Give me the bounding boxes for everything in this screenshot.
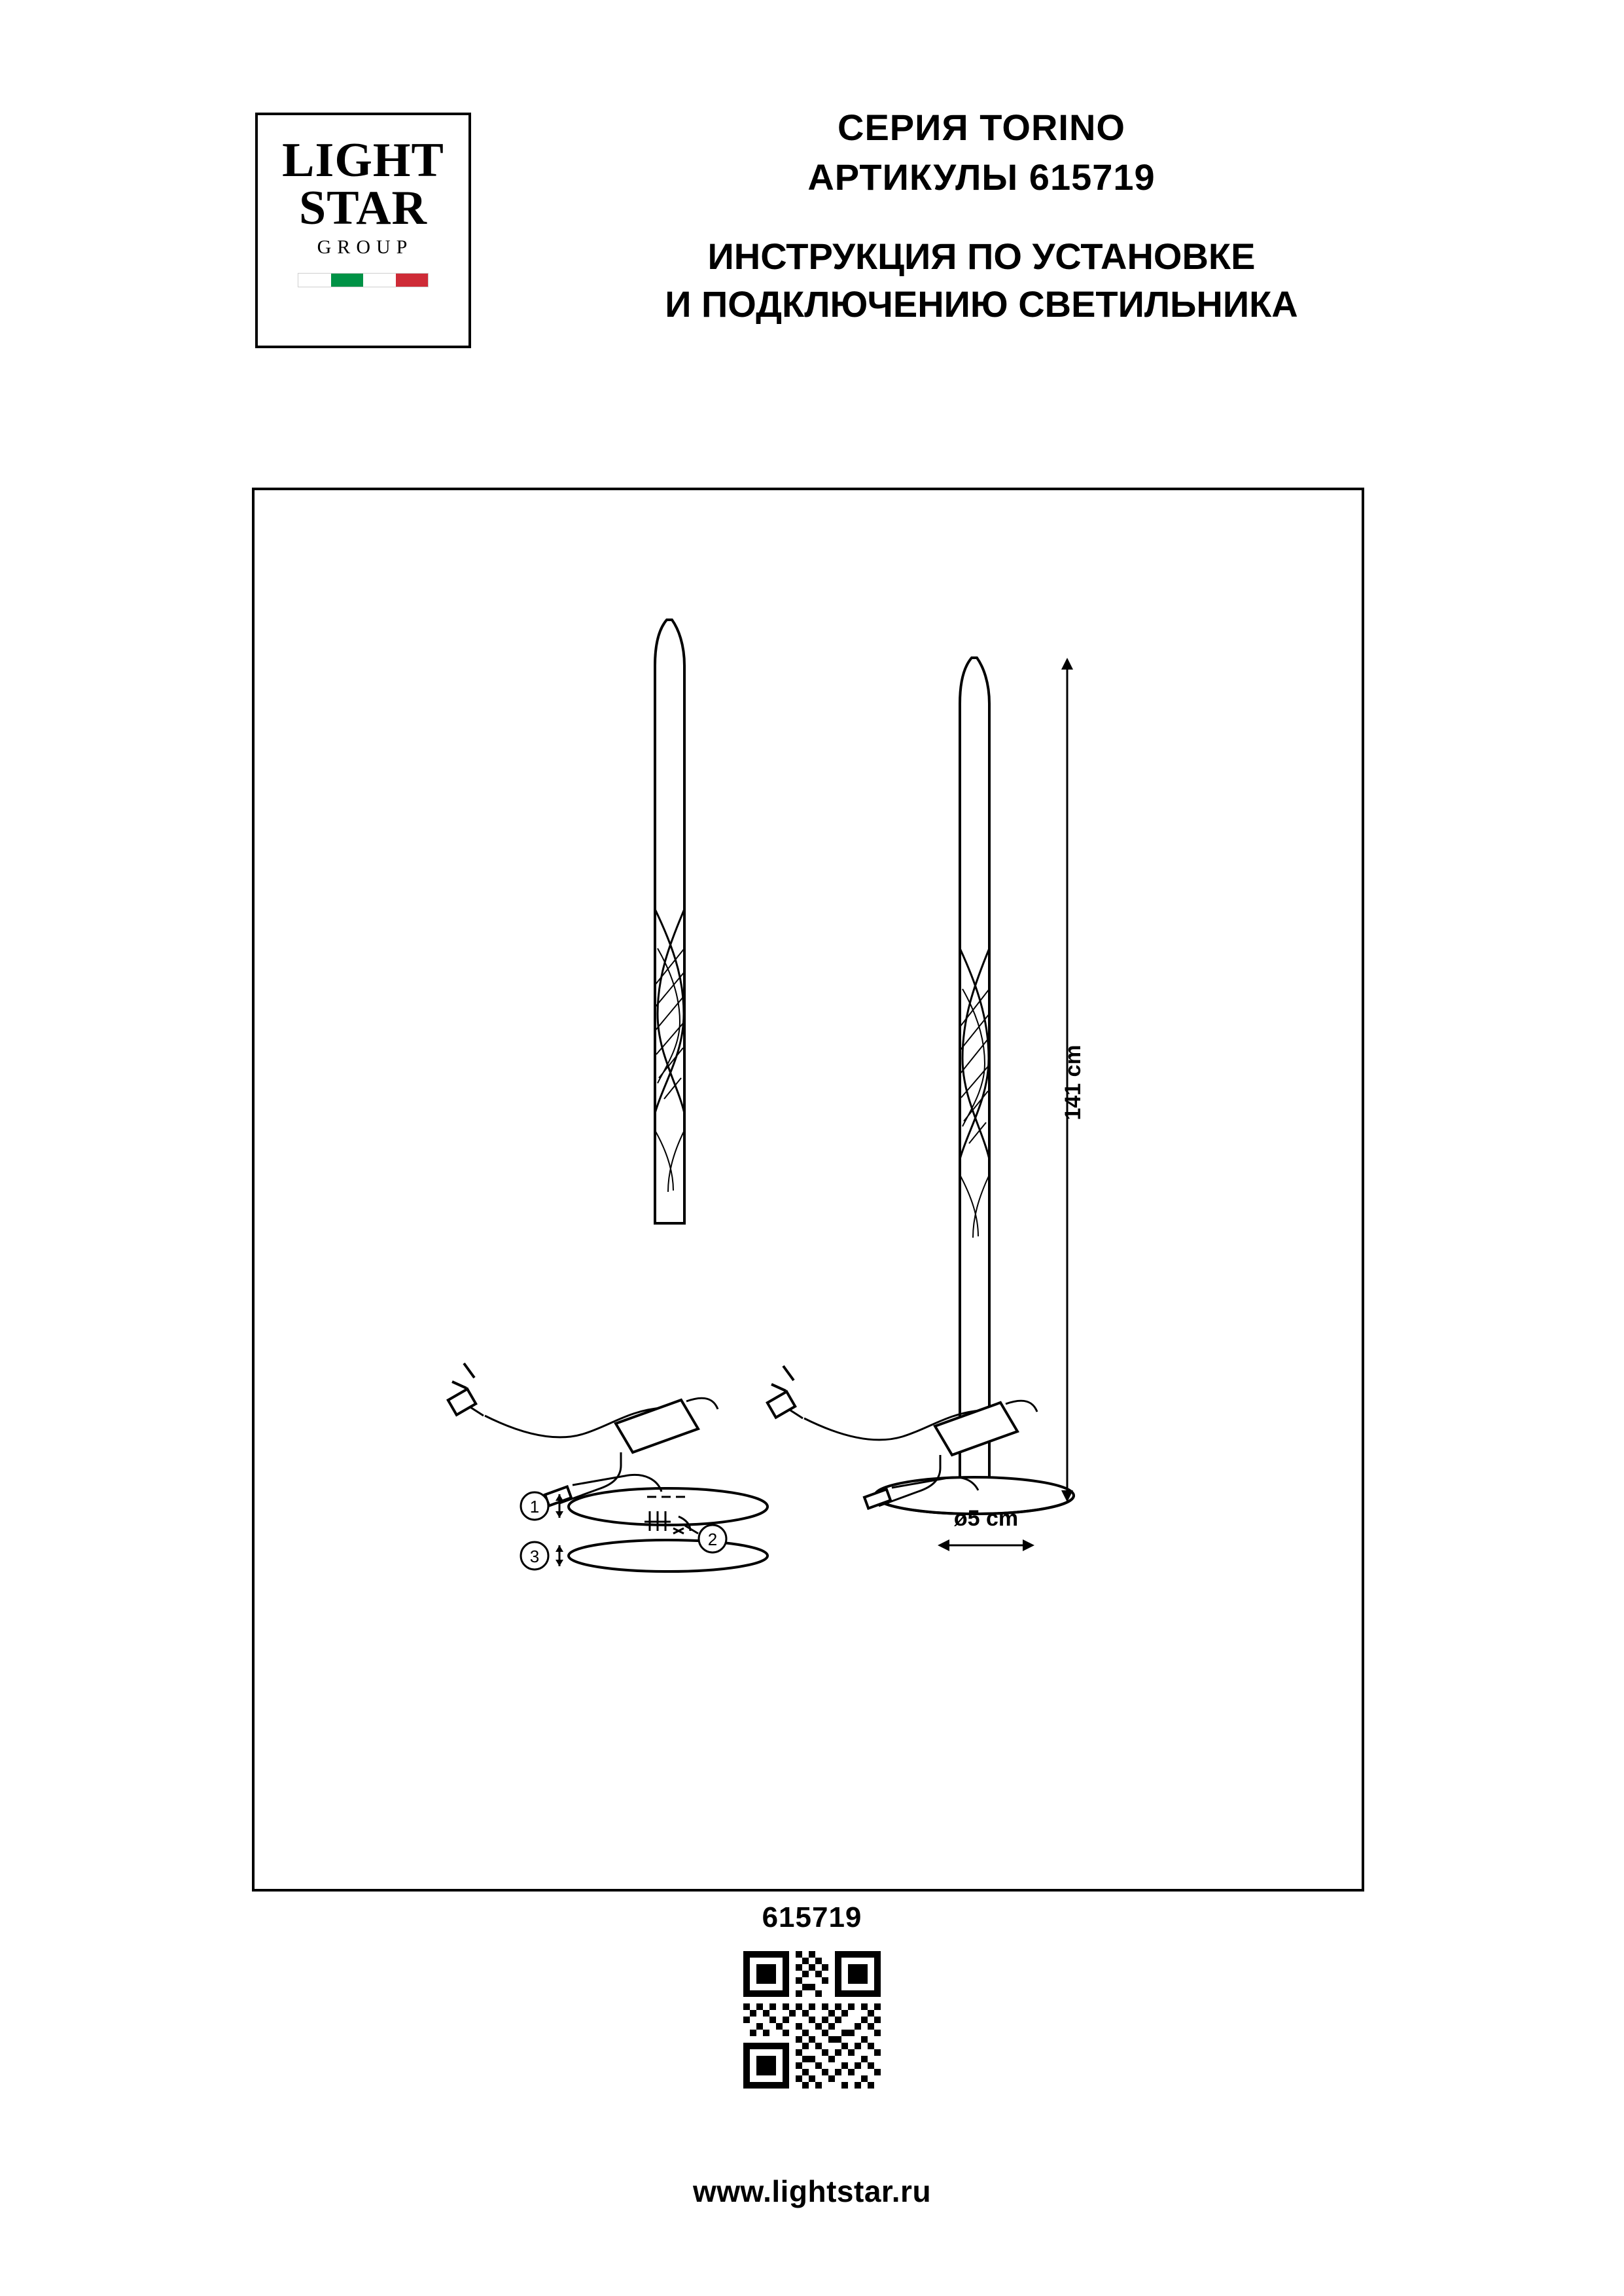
article-code: 615719 bbox=[762, 1901, 862, 1933]
diagram-frame bbox=[252, 488, 1364, 1892]
qr-code bbox=[0, 1951, 1624, 2089]
article-title: АРТИКУЛЫ 615719 bbox=[807, 156, 1156, 198]
qr-code-icon bbox=[743, 1951, 881, 2089]
step-1-number: 1 bbox=[529, 1497, 540, 1516]
instruction-title-line-1: ИНСТРУКЦИЯ ПО УСТАНОВКЕ bbox=[707, 236, 1256, 277]
logo-text-star: STAR bbox=[299, 181, 427, 236]
series-title: СЕРИЯ TORINO bbox=[838, 107, 1125, 148]
height-dimension-label: 141 cm bbox=[1061, 1045, 1086, 1121]
instruction-title-line-2: И ПОДКЛЮЧЕНИЮ СВЕТИЛЬНИКА bbox=[665, 283, 1298, 325]
lamp-diagram bbox=[255, 490, 1367, 1894]
page-header bbox=[0, 105, 1624, 386]
logo-text-group: GROUP bbox=[317, 236, 414, 259]
page-footer bbox=[0, 1901, 1624, 2209]
logo-text-light: LIGHT bbox=[282, 134, 444, 187]
left-lamp-illustration bbox=[448, 620, 768, 1571]
italy-flag-icon bbox=[298, 273, 429, 287]
step-3-number: 3 bbox=[529, 1547, 540, 1566]
step-2-number: 2 bbox=[707, 1530, 718, 1549]
diameter-dimension-label: ø5 cm bbox=[953, 1506, 1019, 1531]
brand-logo bbox=[255, 113, 471, 348]
website-url: www.lightstar.ru bbox=[692, 2174, 932, 2208]
title-block bbox=[497, 105, 1466, 329]
right-lamp-illustration bbox=[768, 658, 1074, 1514]
